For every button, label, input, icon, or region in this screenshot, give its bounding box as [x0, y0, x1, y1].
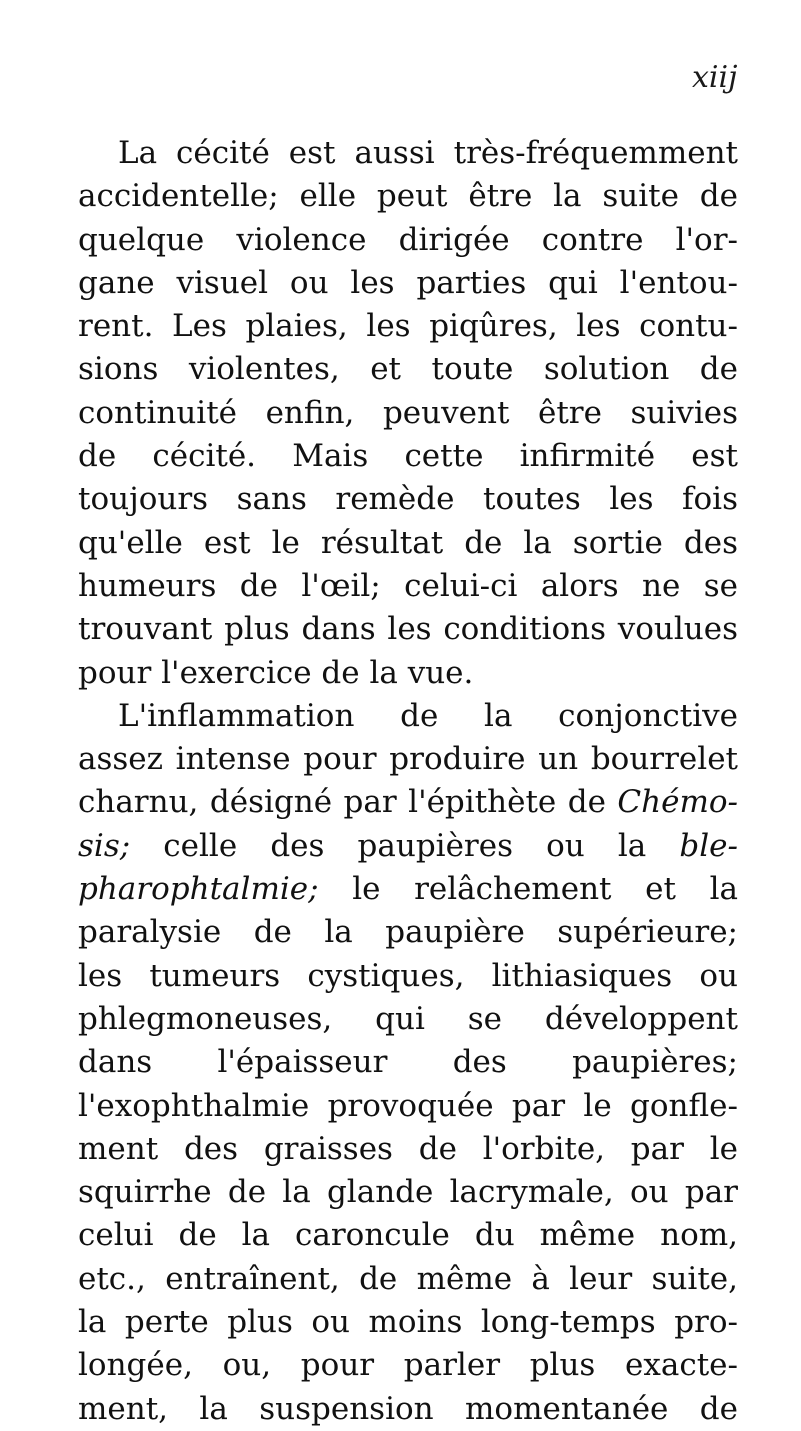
text-line: sis; celle des paupières ou la ble-: [78, 827, 738, 864]
text-line: quelque violence dirigée contre l'or-: [78, 221, 738, 258]
text-line: squirrhe de la glande lacrymale, ou par: [78, 1174, 738, 1211]
text-line: qu'elle est le résultat de la sortie des: [78, 524, 738, 561]
text-line: l'exophthalmie provoquée par le gonfle-: [78, 1087, 738, 1124]
text-line: dans l'épaisseur des paupières;: [78, 1044, 738, 1081]
body-text: [78, 132, 738, 1431]
text-line: sions violentes, et toute solution de: [78, 351, 738, 388]
text-line: phlegmoneuses, qui se développent: [78, 1000, 738, 1037]
text-line: continuité enfin, peuvent être suivies: [78, 394, 738, 431]
text-line: trouvant plus dans les conditions voulues: [78, 611, 738, 648]
text-line: rent. Les plaies, les piqûres, les contu-: [78, 308, 738, 345]
page-number: xiij: [692, 60, 738, 95]
text-line: longée, ou, pour parler plus exacte-: [78, 1347, 738, 1384]
text-line: ment, la suspension momentanée de: [78, 1390, 738, 1427]
text-line: gane visuel ou les parties qui l'entou-: [78, 264, 738, 301]
text-line: la perte plus ou moins long-temps pro-: [78, 1304, 738, 1341]
text-line: assez intense pour produire un bourrelet: [78, 741, 738, 778]
text-line: L'inflammation de la conjonctive: [118, 697, 738, 734]
text-line: humeurs de l'œil; celui-ci alors ne se: [78, 567, 738, 604]
text-line: La cécité est aussi très-fréquemment: [118, 135, 738, 171]
text-line: toujours sans remède toutes les fois: [78, 481, 738, 518]
text-line: pour l'exercice de la vue.: [78, 654, 474, 691]
text-line: etc., entraînent, de même à leur suite,: [78, 1260, 738, 1297]
text-line: accidentelle; elle peut être la suite de: [78, 178, 738, 215]
text-line: pharophtalmie; le relâchement et la: [78, 871, 738, 908]
text-line: charnu, désigné par l'épithète de Chémo-: [78, 784, 738, 821]
text-line: de cécité. Mais cette infirmité est: [78, 438, 738, 475]
text-line: les tumeurs cystiques, lithiasiques ou: [78, 957, 738, 994]
text-line: ment des graisses de l'orbite, par le: [78, 1130, 738, 1167]
text-line: celui de la caroncule du même nom,: [78, 1217, 738, 1254]
text-line: paralysie de la paupière supérieure;: [78, 914, 738, 951]
